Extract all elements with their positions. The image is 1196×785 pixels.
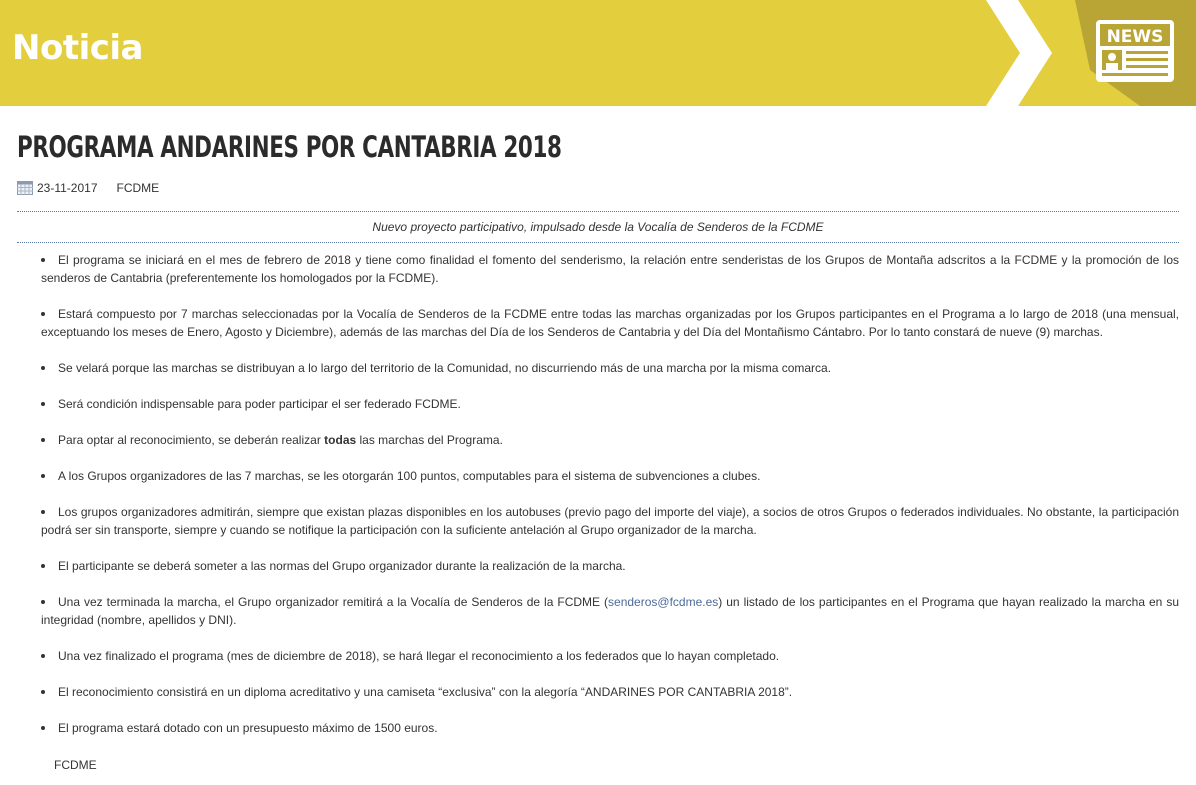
list-item: El participante se deberá someter a las normas del Grupo organizador durante la realización de la marcha. — [17, 557, 1179, 575]
list-item: Estará compuesto por 7 marchas seleccionadas por la Vocalía de Senderos de la FCDME entre todas las marchas organizadas por los Grupos participantes en el Programa a lo largo de 2018 (una mensual, exceptuando los meses de Enero, Agosto y Diciembre), además de las marchas del Día de los Senderos de Cantabria y del Día del Montañismo Cántabro. Por lo tanto constará de nueve (9) marchas. — [17, 305, 1179, 341]
article-meta — [17, 180, 159, 196]
list-item: El programa estará dotado con un presupuesto máximo de 1500 euros. — [17, 719, 1179, 737]
list-item: El programa se iniciará en el mes de febrero de 2018 y tiene como finalidad el fomento del senderismo, la relación entre senderistas de los Grupos de Montaña adscritos a la FCDME y la promoción de los senderos de Cantabria (preferentemente los homologados por la FCDME). — [17, 251, 1179, 287]
news-icon-label: NEWS — [1106, 27, 1164, 47]
list-item: Será condición indispensable para poder participar el ser federado FCDME. — [17, 395, 1179, 413]
article-author: FCDME — [116, 181, 160, 195]
list-item: A los Grupos organizadores de las 7 marchas, se les otorgarán 100 puntos, computables para el sistema de subvenciones a clubes. — [17, 467, 1179, 485]
list-item: Una vez terminada la marcha, el Grupo organizador remitirá a la Vocalía de Senderos de la FCDME (senderos@fcdme.es) un listado de los participantes en el Programa que hayan realizado la marcha en su integridad (nombre, apellidos y DNI). — [17, 593, 1179, 629]
list-item: El reconocimiento consistirá en un diploma acreditativo y una camiseta “exclusiva” con la alegoría “ANDARINES POR CANTABRIA 2018”. — [17, 683, 1179, 701]
news-icon — [1090, 14, 1182, 92]
list-item: Se velará porque las marchas se distribuyan a lo largo del territorio de la Comunidad, no discurriendo más de una marcha por la misma comarca. — [17, 359, 1179, 377]
banner-decoration — [0, 0, 1196, 106]
list-item: Los grupos organizadores admitirán, siempre que existan plazas disponibles en los autobuses (previo pago del importe del viaje), a socios de otros Grupos o federados individuales. No obstante, la participación podrá ser sin transporte, siempre y cuando se notifique la participación con la suficiente antelación al Grupo organizador de la marcha. — [17, 503, 1179, 539]
article-intro: Nuevo proyecto participativo, impulsado desde la Vocalía de Senderos de la FCDME — [17, 211, 1179, 243]
calendar-icon — [17, 181, 33, 195]
list-item: Para optar al reconocimiento, se deberán realizar todas las marchas del Programa. — [17, 431, 1179, 449]
article-list — [17, 251, 1179, 755]
email-link[interactable]: senderos@fcdme.es — [608, 595, 719, 609]
article-date: 23-11-2017 — [37, 181, 98, 195]
news-banner — [0, 0, 1196, 106]
list-item: Una vez finalizado el programa (mes de diciembre de 2018), se hará llegar el reconocimiento a los federados que lo hayan completado. — [17, 647, 1179, 665]
banner-title: Noticia — [12, 28, 143, 68]
article-signature: FCDME — [54, 758, 97, 772]
article-title: PROGRAMA ANDARINES POR CANTABRIA 2018 — [17, 130, 562, 164]
emphasis-text: todas — [324, 433, 357, 447]
